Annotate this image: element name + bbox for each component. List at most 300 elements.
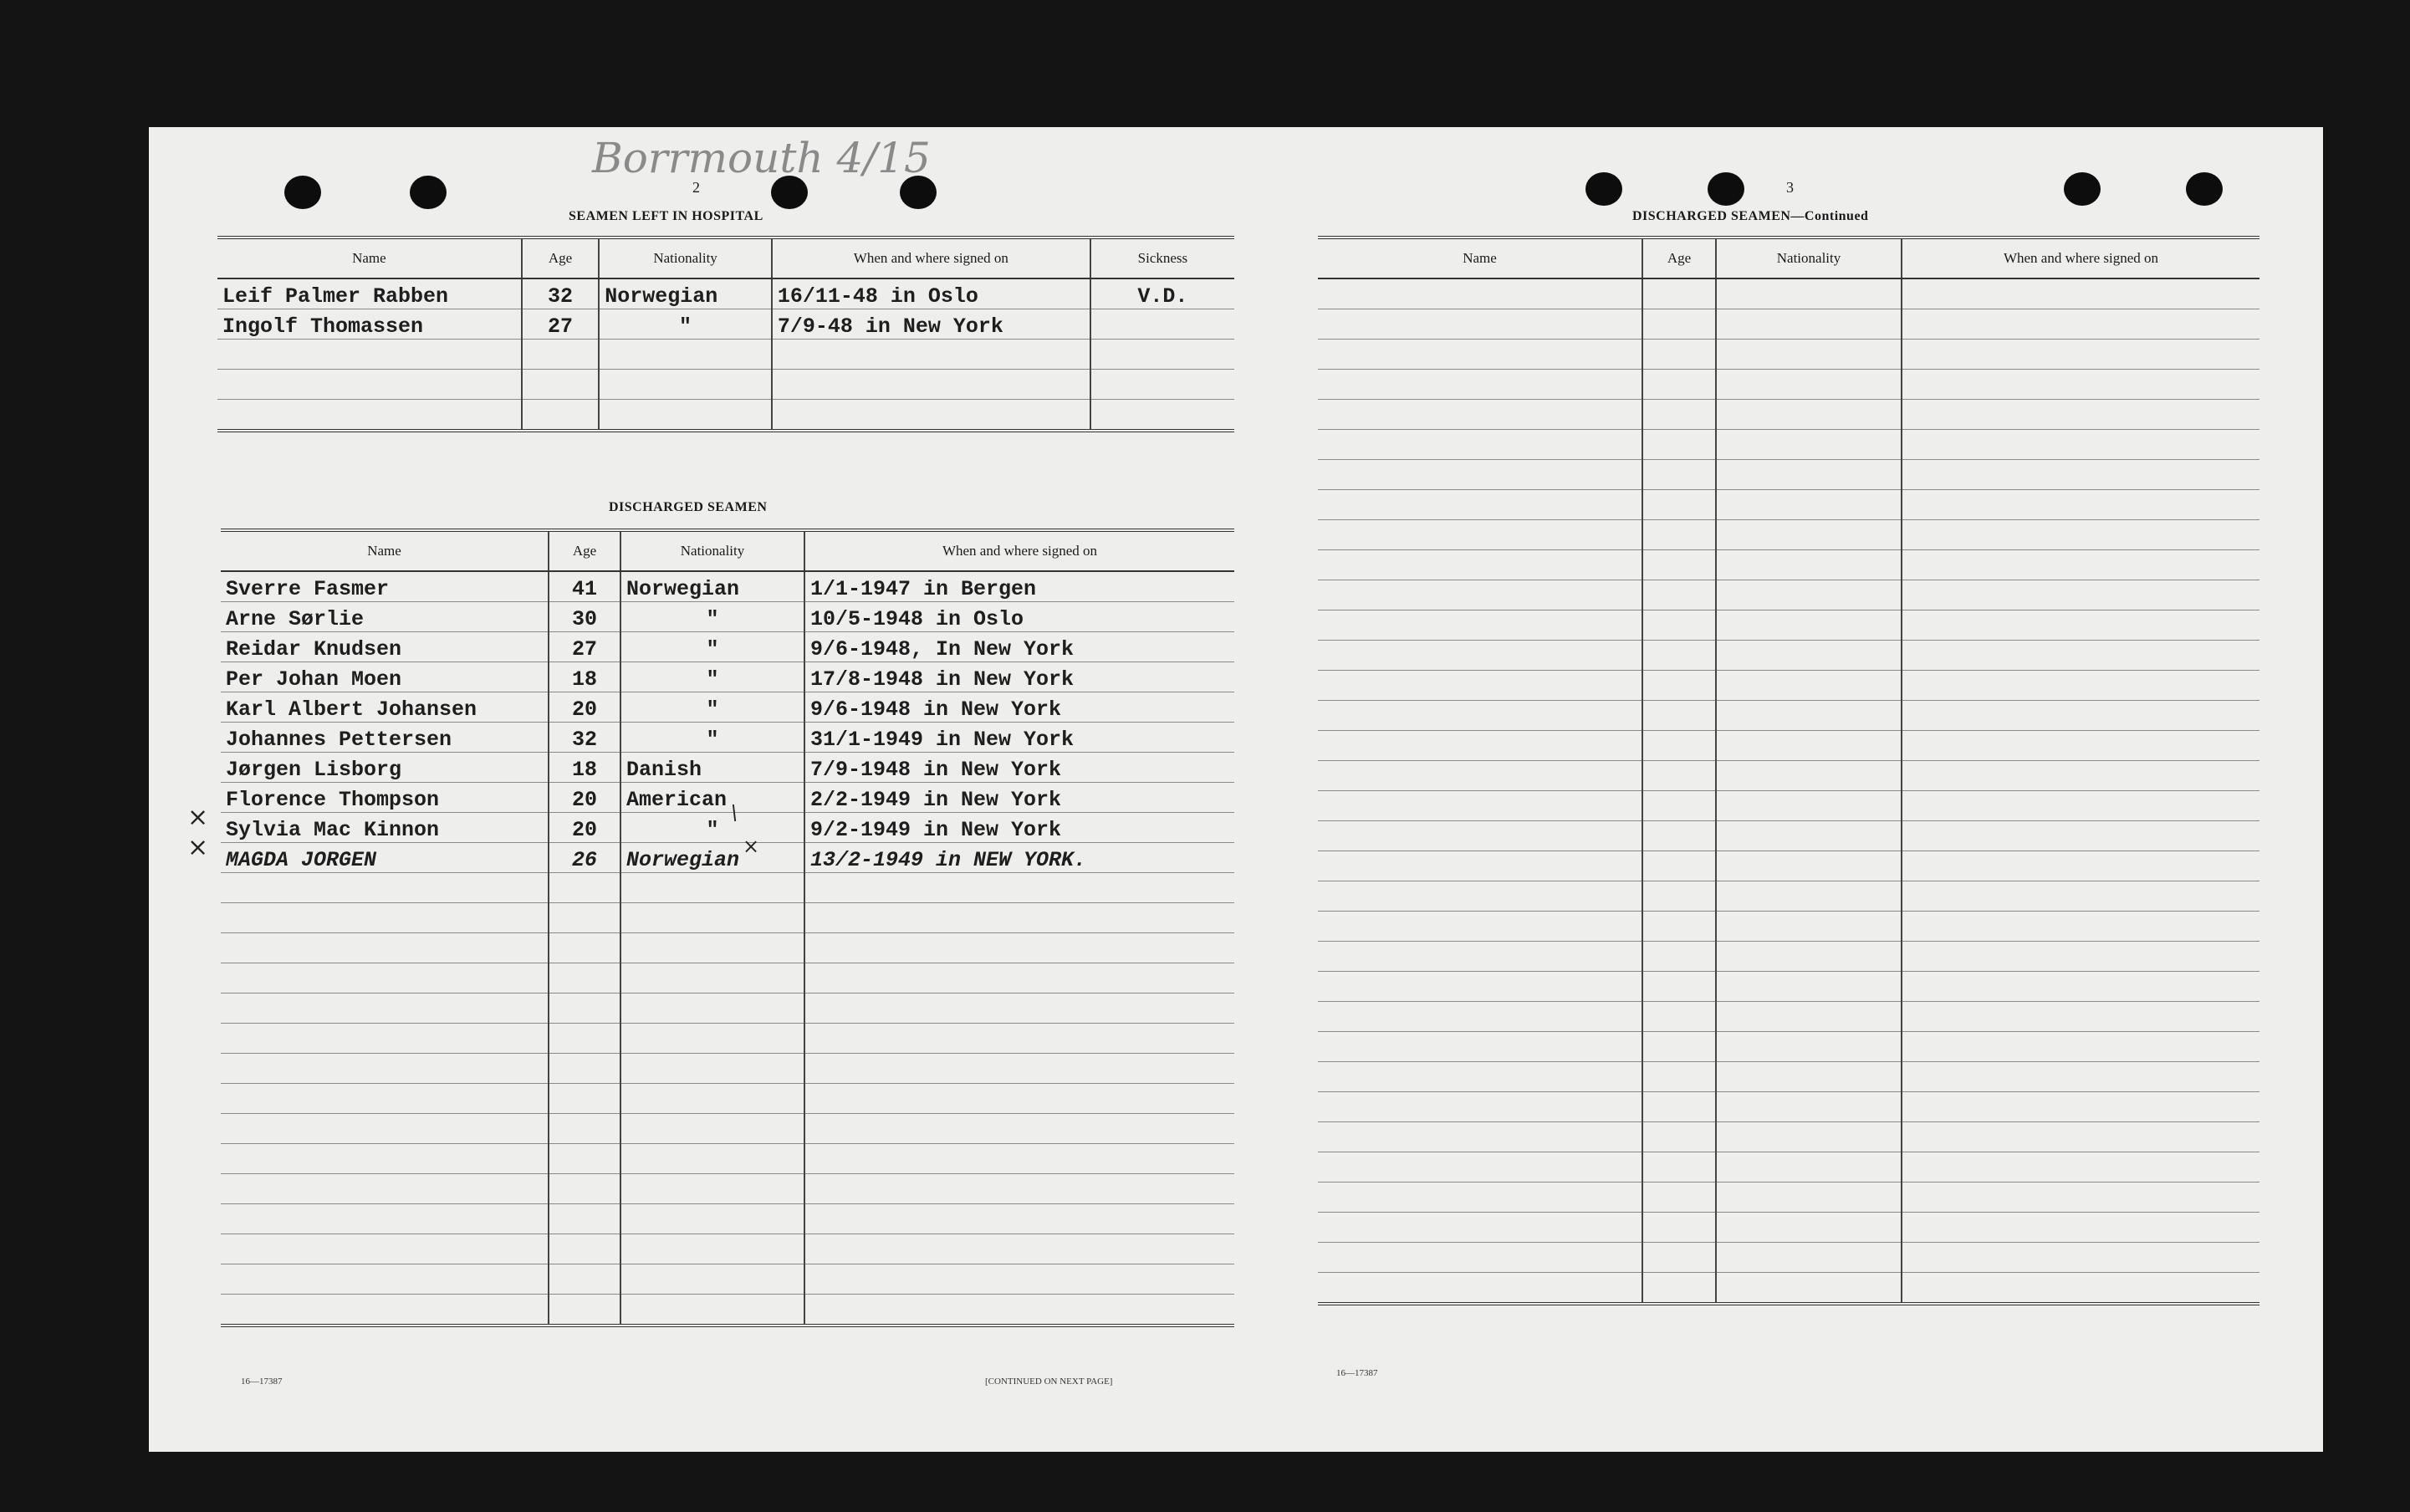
table-cell — [1642, 1273, 1716, 1305]
table-cell — [549, 1264, 620, 1295]
table-cell: " — [620, 602, 804, 632]
table-cell — [620, 1264, 804, 1295]
table-cell — [1090, 340, 1234, 370]
binder-hole — [2064, 172, 2101, 206]
page-number: 3 — [1786, 179, 1794, 196]
table-cell — [1716, 731, 1902, 761]
table-cell — [1716, 1213, 1902, 1243]
binder-hole — [284, 176, 321, 209]
table-cell — [1716, 851, 1902, 881]
table-row — [221, 1295, 1234, 1326]
table-cell — [1318, 550, 1642, 580]
table-cell — [1318, 309, 1642, 340]
table-cell — [1716, 641, 1902, 671]
table-cell — [1902, 851, 2259, 881]
table-row — [221, 903, 1234, 933]
table-cell — [1318, 340, 1642, 370]
table-cell — [549, 1234, 620, 1264]
table-row — [1318, 430, 2259, 460]
table-cell — [804, 1024, 1234, 1054]
table-row — [221, 1084, 1234, 1114]
table-cell: Danish — [620, 753, 804, 783]
table-cell — [1642, 851, 1716, 881]
table-cell — [1642, 278, 1716, 309]
table-cell: Johannes Pettersen — [221, 723, 549, 753]
table-cell — [1902, 701, 2259, 731]
table-cell — [1642, 340, 1716, 370]
table-cell: Florence Thompson — [221, 783, 549, 813]
table-cell — [217, 340, 522, 370]
table-row — [1318, 942, 2259, 972]
column-header: Nationality — [599, 238, 772, 278]
table-row — [1318, 370, 2259, 400]
table-cell — [1090, 370, 1234, 400]
table-cell — [1902, 1183, 2259, 1213]
table-cell — [1716, 490, 1902, 520]
table-cell: " — [620, 692, 804, 723]
column-header: Nationality — [1716, 238, 1902, 278]
table-cell — [1902, 340, 2259, 370]
table-row — [217, 340, 1234, 370]
pencil-note: Borrmouth 4/15 — [592, 134, 931, 182]
table-row — [1318, 1062, 2259, 1092]
table-cell — [1642, 1092, 1716, 1122]
table-row — [221, 873, 1234, 903]
table-row — [221, 1144, 1234, 1174]
table-cell — [620, 873, 804, 903]
table-cell — [1716, 309, 1902, 340]
table-cell — [772, 340, 1090, 370]
table-row — [1318, 731, 2259, 761]
table-cell — [1318, 370, 1642, 400]
table-cell: Reidar Knudsen — [221, 632, 549, 662]
table-cell: 31/1-1949 in New York — [804, 723, 1234, 753]
table-cell — [1716, 400, 1902, 430]
table-cell — [804, 933, 1234, 963]
table-cell — [1902, 912, 2259, 942]
discharged-table — [221, 529, 1234, 1327]
table-cell — [1902, 641, 2259, 671]
table-cell — [1318, 278, 1642, 309]
table-cell — [1716, 520, 1902, 550]
table-cell — [1716, 881, 1902, 912]
column-header: Sickness — [1090, 238, 1234, 278]
page-number: 2 — [692, 179, 700, 196]
table-cell — [221, 1084, 549, 1114]
table-row — [221, 602, 1234, 632]
table-cell — [1642, 761, 1716, 791]
table-cell: Norwegian — [599, 278, 772, 309]
table-row — [217, 370, 1234, 400]
column-header: Name — [217, 238, 522, 278]
table-cell — [1716, 610, 1902, 641]
table-cell — [221, 1234, 549, 1264]
table-cell — [772, 370, 1090, 400]
table-row — [221, 662, 1234, 692]
table-cell — [1642, 1243, 1716, 1273]
table-cell — [221, 1295, 549, 1326]
form-number: 16—17387 — [1336, 1368, 1378, 1378]
table-cell — [1642, 580, 1716, 610]
table-cell: 10/5-1948 in Oslo — [804, 602, 1234, 632]
table-cell — [1716, 580, 1902, 610]
table-cell — [549, 933, 620, 963]
table-cell — [804, 903, 1234, 933]
table-row — [221, 1114, 1234, 1144]
form-number: 16—17387 — [241, 1377, 283, 1387]
table-cell — [549, 903, 620, 933]
table-cell — [1902, 761, 2259, 791]
table-cell — [599, 370, 772, 400]
table-row — [221, 632, 1234, 662]
table-cell — [549, 1174, 620, 1204]
table-row — [1318, 761, 2259, 791]
table-row — [1318, 972, 2259, 1002]
table-cell — [1716, 942, 1902, 972]
table-row — [221, 753, 1234, 783]
table-cell — [1090, 309, 1234, 340]
table-cell — [1318, 1213, 1642, 1243]
table-cell — [1642, 912, 1716, 942]
table-cell — [1716, 912, 1902, 942]
table-cell — [1642, 731, 1716, 761]
table-cell — [1318, 701, 1642, 731]
table-cell: Jørgen Lisborg — [221, 753, 549, 783]
table-cell: 1/1-1947 in Bergen — [804, 571, 1234, 602]
table-cell — [1642, 1062, 1716, 1092]
table-cell — [1642, 490, 1716, 520]
table-cell — [221, 1174, 549, 1204]
table-cell — [1642, 641, 1716, 671]
table-cell — [1318, 671, 1642, 701]
table-cell: 27 — [549, 632, 620, 662]
table-cell — [804, 1054, 1234, 1084]
table-cell — [1318, 791, 1642, 821]
table-cell: Karl Albert Johansen — [221, 692, 549, 723]
table-row — [221, 1024, 1234, 1054]
table-cell — [804, 1204, 1234, 1234]
table-cell — [1716, 278, 1902, 309]
handwritten-check-mark: \ — [731, 801, 738, 825]
table-cell — [804, 1174, 1234, 1204]
table-cell — [1716, 370, 1902, 400]
table-row — [221, 1264, 1234, 1295]
table-cell: Sylvia Mac Kinnon — [221, 813, 549, 843]
table-cell — [221, 1144, 549, 1174]
table-cell: 20 — [549, 813, 620, 843]
table-cell — [1642, 1213, 1716, 1243]
table-cell — [620, 1024, 804, 1054]
table-cell — [1318, 460, 1642, 490]
table-cell — [1642, 821, 1716, 851]
binder-hole — [410, 176, 447, 209]
table-cell — [1318, 881, 1642, 912]
table-cell — [1902, 1243, 2259, 1273]
table-row — [1318, 490, 2259, 520]
table-cell — [1318, 1243, 1642, 1273]
table-row — [1318, 1213, 2259, 1243]
table-cell: 20 — [549, 692, 620, 723]
table-cell — [1716, 1032, 1902, 1062]
table-cell — [1642, 430, 1716, 460]
table-cell — [549, 1204, 620, 1234]
table-row — [221, 1204, 1234, 1234]
table-cell — [1318, 610, 1642, 641]
discharged-section-title: DISCHARGED SEAMEN — [609, 500, 768, 514]
table-row — [1318, 881, 2259, 912]
table-cell — [221, 963, 549, 994]
table-cell — [1642, 1152, 1716, 1183]
table-row — [1318, 1152, 2259, 1183]
table-cell — [1902, 370, 2259, 400]
table-cell: 26 — [549, 843, 620, 873]
table-row — [1318, 1243, 2259, 1273]
column-header: When and where signed on — [772, 238, 1090, 278]
table-cell — [1642, 1183, 1716, 1213]
table-row — [1318, 278, 2259, 309]
table-cell — [1902, 520, 2259, 550]
handwritten-x-mark: × — [187, 833, 209, 862]
table-row — [1318, 641, 2259, 671]
table-row — [1318, 701, 2259, 731]
table-cell — [1642, 671, 1716, 701]
table-cell — [1716, 1273, 1902, 1305]
table-cell: American — [620, 783, 804, 813]
table-cell — [1902, 942, 2259, 972]
table-cell — [217, 400, 522, 432]
table-cell: Arne Sørlie — [221, 602, 549, 632]
continued-note: [CONTINUED ON NEXT PAGE] — [985, 1377, 1113, 1387]
table-cell — [549, 1295, 620, 1326]
table-cell — [804, 1264, 1234, 1295]
table-cell — [1318, 1032, 1642, 1062]
table-cell — [620, 933, 804, 963]
table-cell — [1716, 821, 1902, 851]
table-cell: 32 — [522, 278, 600, 309]
table-row — [221, 723, 1234, 753]
table-cell — [522, 370, 600, 400]
table-row — [221, 994, 1234, 1024]
table-cell — [1642, 309, 1716, 340]
table-cell — [549, 1024, 620, 1054]
table-cell — [1642, 881, 1716, 912]
table-row — [221, 692, 1234, 723]
table-cell — [221, 1264, 549, 1295]
table-row — [221, 1174, 1234, 1204]
table-cell — [1716, 430, 1902, 460]
table-row — [217, 400, 1234, 432]
table-cell — [1318, 821, 1642, 851]
table-cell: " — [620, 632, 804, 662]
table-cell — [1716, 550, 1902, 580]
table-cell — [1902, 1002, 2259, 1032]
table-cell — [1318, 972, 1642, 1002]
table-cell — [221, 903, 549, 933]
table-row — [221, 843, 1234, 873]
table-cell — [804, 873, 1234, 903]
table-cell: " — [599, 309, 772, 340]
table-cell — [1716, 1243, 1902, 1273]
table-row — [1318, 610, 2259, 641]
table-cell: " — [620, 662, 804, 692]
table-cell — [1642, 791, 1716, 821]
binder-hole — [1585, 172, 1622, 206]
table-cell — [1902, 490, 2259, 520]
table-cell: 27 — [522, 309, 600, 340]
table-cell — [1902, 278, 2259, 309]
table-row — [217, 309, 1234, 340]
column-header: Age — [549, 530, 620, 571]
table-cell — [1902, 731, 2259, 761]
table-cell — [1318, 1092, 1642, 1122]
table-cell: 7/9-48 in New York — [772, 309, 1090, 340]
table-row — [1318, 580, 2259, 610]
table-cell: Norwegian — [620, 571, 804, 602]
table-row — [1318, 1183, 2259, 1213]
table-cell — [221, 1024, 549, 1054]
table-cell: 13/2-1949 in NEW YORK. — [804, 843, 1234, 873]
table-cell — [620, 963, 804, 994]
table-cell — [1318, 1152, 1642, 1183]
table-cell — [1902, 610, 2259, 641]
table-cell — [549, 994, 620, 1024]
table-cell: Sverre Fasmer — [221, 571, 549, 602]
table-cell — [221, 1114, 549, 1144]
table-cell — [1318, 1002, 1642, 1032]
table-cell — [1902, 671, 2259, 701]
table-cell — [620, 1114, 804, 1144]
table-cell: V.D. — [1090, 278, 1234, 309]
table-row — [1318, 309, 2259, 340]
table-cell — [1716, 972, 1902, 1002]
table-cell: MAGDA JORGEN — [221, 843, 549, 873]
table-cell — [1902, 1273, 2259, 1305]
table-cell: 32 — [549, 723, 620, 753]
table-cell — [221, 873, 549, 903]
column-header: Age — [1642, 238, 1716, 278]
table-cell — [1716, 1002, 1902, 1032]
table-cell — [1716, 460, 1902, 490]
table-cell: 2/2-1949 in New York — [804, 783, 1234, 813]
table-cell — [1318, 1183, 1642, 1213]
table-cell — [1318, 400, 1642, 430]
table-cell — [549, 963, 620, 994]
table-cell — [1642, 1122, 1716, 1152]
table-cell — [1902, 791, 2259, 821]
table-cell — [1902, 1032, 2259, 1062]
table-row — [1318, 340, 2259, 370]
table-cell — [1318, 580, 1642, 610]
table-cell — [1902, 400, 2259, 430]
table-cell — [1318, 851, 1642, 881]
table-cell — [1642, 610, 1716, 641]
table-row — [221, 813, 1234, 843]
column-header: When and where signed on — [804, 530, 1234, 571]
binder-hole — [2186, 172, 2223, 206]
left-page — [149, 127, 1239, 1452]
column-header: Name — [1318, 238, 1642, 278]
table-cell: 18 — [549, 753, 620, 783]
table-cell — [1902, 972, 2259, 1002]
table-cell: " — [620, 813, 804, 843]
table-row — [221, 1234, 1234, 1264]
table-cell — [1642, 460, 1716, 490]
table-cell — [1642, 1002, 1716, 1032]
table-cell — [1716, 1152, 1902, 1183]
table-cell — [620, 994, 804, 1024]
table-cell — [1902, 821, 2259, 851]
table-cell: Leif Palmer Rabben — [217, 278, 522, 309]
table-cell — [620, 1204, 804, 1234]
table-row — [1318, 671, 2259, 701]
table-cell — [620, 903, 804, 933]
table-cell — [620, 1295, 804, 1326]
table-row — [1318, 460, 2259, 490]
table-cell — [599, 340, 772, 370]
discharged-continued-table — [1318, 236, 2259, 1305]
continued-section-title: DISCHARGED SEAMEN—Continued — [1632, 209, 1869, 223]
table-cell — [549, 1084, 620, 1114]
column-header: Name — [221, 530, 549, 571]
table-cell — [1642, 400, 1716, 430]
table-cell — [1902, 460, 2259, 490]
table-row — [221, 571, 1234, 602]
table-cell — [804, 963, 1234, 994]
hospital-section-title: SEAMEN LEFT IN HOSPITAL — [569, 209, 763, 223]
table-cell — [549, 1144, 620, 1174]
handwritten-check-mark: × — [743, 835, 760, 858]
table-cell — [1902, 309, 2259, 340]
table-cell: Norwegian — [620, 843, 804, 873]
table-row — [1318, 1092, 2259, 1122]
table-row — [1318, 1273, 2259, 1305]
table-row — [1318, 1002, 2259, 1032]
table-cell — [804, 1084, 1234, 1114]
handwritten-x-mark: × — [187, 803, 209, 832]
table-cell — [1642, 1032, 1716, 1062]
table-cell: 7/9-1948 in New York — [804, 753, 1234, 783]
table-cell: 20 — [549, 783, 620, 813]
table-cell — [1318, 1062, 1642, 1092]
table-cell — [549, 1054, 620, 1084]
table-cell — [620, 1084, 804, 1114]
table-cell — [620, 1144, 804, 1174]
column-header: When and where signed on — [1902, 238, 2259, 278]
table-cell: 30 — [549, 602, 620, 632]
table-cell — [217, 370, 522, 400]
table-cell: 16/11-48 in Oslo — [772, 278, 1090, 309]
table-cell — [1318, 641, 1642, 671]
table-cell: 41 — [549, 571, 620, 602]
table-cell — [1318, 520, 1642, 550]
table-cell — [804, 1144, 1234, 1174]
table-cell — [1318, 1273, 1642, 1305]
table-cell — [1902, 1122, 2259, 1152]
table-row — [221, 963, 1234, 994]
table-cell — [1318, 761, 1642, 791]
table-cell — [804, 1295, 1234, 1326]
table-row — [1318, 821, 2259, 851]
table-row — [1318, 1032, 2259, 1062]
table-cell — [1716, 1183, 1902, 1213]
table-cell — [522, 340, 600, 370]
table-row — [221, 1054, 1234, 1084]
table-cell: Per Johan Moen — [221, 662, 549, 692]
table-cell — [1716, 1092, 1902, 1122]
table-cell: Ingolf Thomassen — [217, 309, 522, 340]
table-cell — [804, 994, 1234, 1024]
table-row — [1318, 520, 2259, 550]
